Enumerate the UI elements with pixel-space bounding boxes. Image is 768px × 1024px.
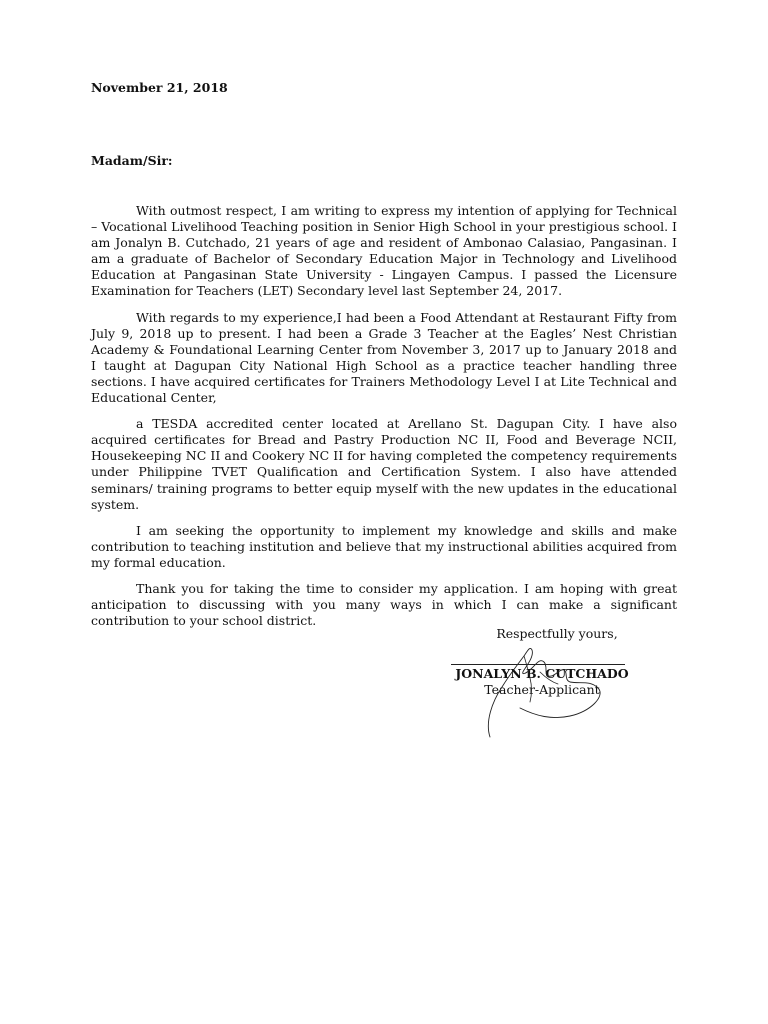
paragraph-experience: With regards to my experience,I had been a Food Attendant at Restaurant Fifty from July 9, 2018 up to present. I had been a Grade 3 Teacher at the Eagles’ Nest Christian Academy & Foundational Learning Center from November 3, 2017 up to January 2018 and I taught at Dagupan City National High School as a practice teacher handling three sections. I have acquired certificates for Trainers Methodology Level I at Lite Technical and Educational Center,: [91, 309, 677, 406]
paragraph-thanks: Thank you for taking the time to consider my application. I am hoping with great anticipation to discussing with you many ways in which I can make a significant contribution to your school district.: [91, 580, 677, 629]
paragraph-opportunity: I am seeking the opportunity to implement my knowledge and skills and make contribution to teaching institution and believe that my instructional abilities acquired from my formal education.: [91, 522, 677, 570]
paragraph-certificates: a TESDA accredited center located at Arellano St. Dagupan City. I have also acquired certificates for Bread and Pastry Production NC II, Food and Beverage NCII, Housekeeping NC II and Cookery NC II for having completed the competency requirements under Philippine TVET Qualification and Certification System. I also have attended seminars/ training programs to better equip myself with the new updates in the educational system.: [91, 416, 677, 512]
signer-name: JONALYN B. CUTCHADO: [455, 666, 629, 681]
salutation: Madam/Sir:: [91, 153, 173, 168]
signer-role: Teacher-Applicant: [484, 682, 600, 697]
closing-phrase: Respectfully yours,: [496, 626, 618, 641]
letter-body: [91, 203, 677, 639]
paragraph-intro: With outmost respect, I am writing to express my intention of applying for Technical – Vocational Livelihood Teaching position in Senior High School in your prestigious school. I am Jonalyn B. Cutchado, 21 years of age and resident of Ambonao Calasiao, Pangasinan. I am a graduate of Bachelor of Secondary Education Major in Technology and Livelihood Education at Pangasinan State University - Lingayen Campus. I passed the Licensure Examination for Teachers (LET) Secondary level last September 24, 2017.: [91, 203, 677, 299]
handwritten-signature: [440, 632, 630, 742]
letter-date: November 21, 2018: [91, 80, 228, 95]
